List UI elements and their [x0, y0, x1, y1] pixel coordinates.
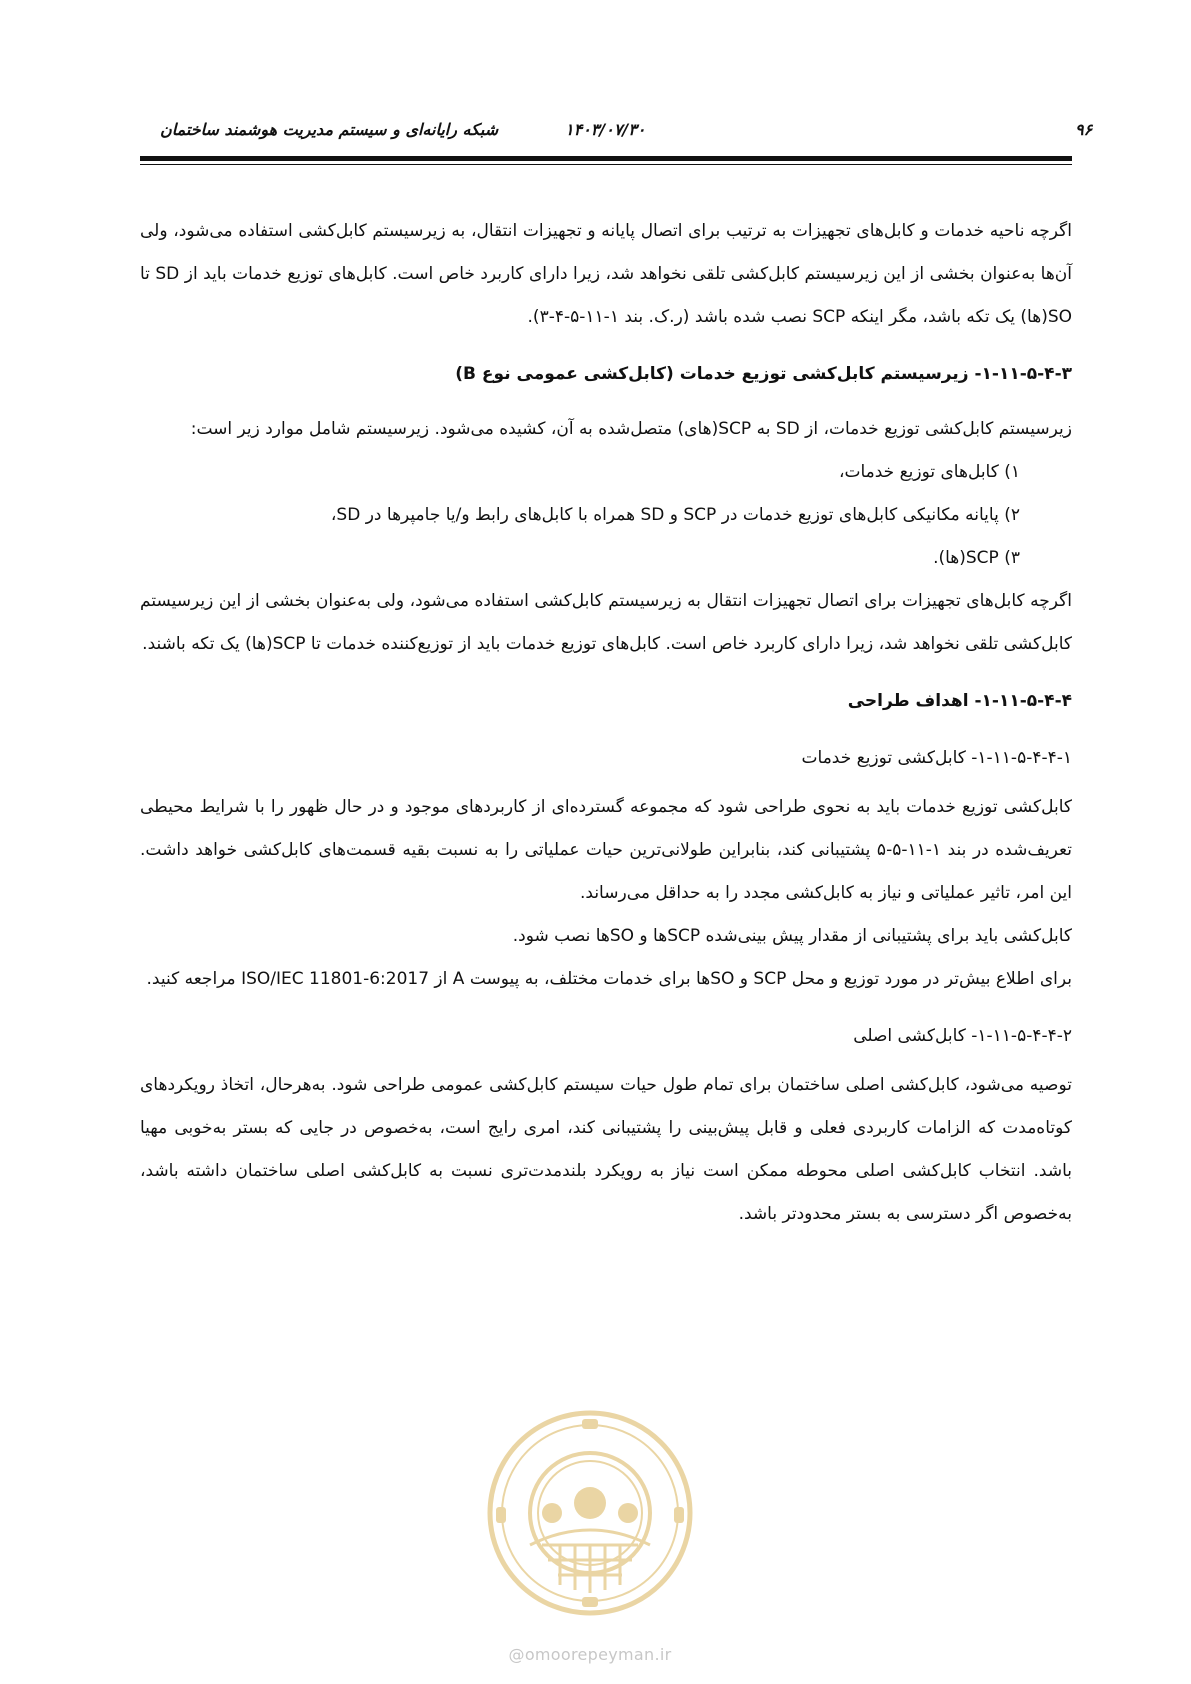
watermark-site: @omoorepeyman.ir: [508, 1645, 672, 1664]
page-number: ۹۶: [1075, 120, 1093, 139]
main-cabling-paragraph: توصیه می‌شود، کابل‌کشی اصلی ساختمان برای تمام طول حیات سیستم کابل‌کشی عمومی طراحی شود. به‌هرحال، اتخاذ رویکردهای کوتاه‌مدت که الزامات کاربردی فعلی و قابل پیش‌بینی را پشتیبانی کند، امری رایج است، به‌خصوص در جایی که بستر به‌خوبی مهیا باشد. انتخاب کابل‌کشی اصلی محوطه ممکن است نیاز به رویکرد بلندمدت‌تری نسبت به کابل‌کشی اصلی ساختمان داشته باشد، به‌خصوص اگر دسترسی به بستر محدودتر باشد.: [140, 1075, 1072, 1224]
subheading-distribution: ۱-۱۱-۵-۴-۴-۱- کابل‌کشی توزیع خدمات: [801, 748, 1072, 768]
equipment-paragraph: اگرچه کابل‌های تجهیزات برای اتصال تجهیزات انتقال به زیرسیستم کابل‌کشی استفاده می‌شود، ولی به‌عنوان بخشی از این زیرسیستم کابل‌کشی تلقی نخواهد شد، زیرا دارای کاربرد خاص است. کابل‌های توزیع خدمات باید از توزیع‌کننده خدمات تا SCP(ها) یک تکه باشند.: [140, 591, 1072, 654]
header-rule-thick: [140, 156, 1072, 161]
subheading-main-cabling: ۱-۱۱-۵-۴-۴-۲- کابل‌کشی اصلی: [853, 1026, 1072, 1046]
section-heading-4: ۱-۱۱-۵-۴-۴- اهداف طراحی: [847, 691, 1072, 711]
document-date: ۱۴۰۳/۰۷/۳۰: [565, 120, 646, 139]
header-rule-thin: [140, 164, 1072, 165]
subsystem-paragraph: زیرسیستم کابل‌کشی توزیع خدمات، از SD به SCP(های) متصل‌شده به آن، کشیده می‌شود. زیرسیستم شامل موارد زیر است:: [190, 419, 1072, 439]
document-title: شبکه رایانه‌ای و سیستم مدیریت هوشمند ساختمان: [160, 120, 499, 139]
list-item: ۱) کابل‌های توزیع خدمات،: [838, 462, 1020, 482]
section-heading-3: ۱-۱۱-۵-۴-۳- زیرسیستم کابل‌کشی توزیع خدمات (کابل‌کشی عمومی نوع B): [455, 364, 1072, 384]
list-item: ۳) SCP(ها).: [933, 548, 1020, 568]
watermark-logo: [470, 1395, 710, 1675]
page-header: [140, 116, 1093, 156]
design-paragraph-1: کابل‌کشی توزیع خدمات باید به نحوی طراحی شود که مجموعه گسترده‌ای از کاربردهای موجود و در حال ظهور را با شرایط محیطی تعریف‌شده در بند ۱-۱۱-۵-۵ پشتیبانی کند، بنابراین طولانی‌ترین حیات عملیاتی را به نسبت بقیه قسمت‌های کابل‌کشی خواهد داشت. این امر، تاثیر عملیاتی و نیاز به کابل‌کشی مجدد را به حداقل می‌رساند.: [140, 797, 1072, 903]
intro-paragraph: اگرچه ناحیه خدمات و کابل‌های تجهیزات به ترتیب برای اتصال پایانه و تجهیزات انتقال، به زیرسیستم کابل‌کشی استفاده می‌شود، ولی آن‌ها به‌عنوان بخشی از این زیرسیستم کابل‌کشی تلقی نخواهد شد، زیرا دارای کاربرد خاص است. کابل‌های توزیع خدمات باید از SD تا SO(ها) یک تکه باشد، مگر اینکه SCP نصب شده باشد (ر.ک. بند ۱-۱۱-۵-۴-۳).: [140, 221, 1072, 327]
design-paragraph-3: برای اطلاع بیش‌تر در مورد توزیع و محل SCP و SOها برای خدمات مختلف، به پیوست A از ISO/IEC 11801-6:2017 مراجعه کنید.: [146, 969, 1072, 989]
design-paragraph-2: کابل‌کشی باید برای پشتیبانی از مقدار پیش بینی‌شده SCPها و SOها نصب شود.: [512, 926, 1072, 946]
document-body: [140, 210, 1072, 1236]
watermark-seal-icon: [470, 1395, 710, 1640]
subsystem-list: [140, 451, 1072, 580]
list-item: ۲) پایانه مکانیکی کابل‌های توزیع خدمات در SCP و SD همراه با کابل‌های رابط و/یا جامپرها در SD،: [330, 505, 1020, 525]
